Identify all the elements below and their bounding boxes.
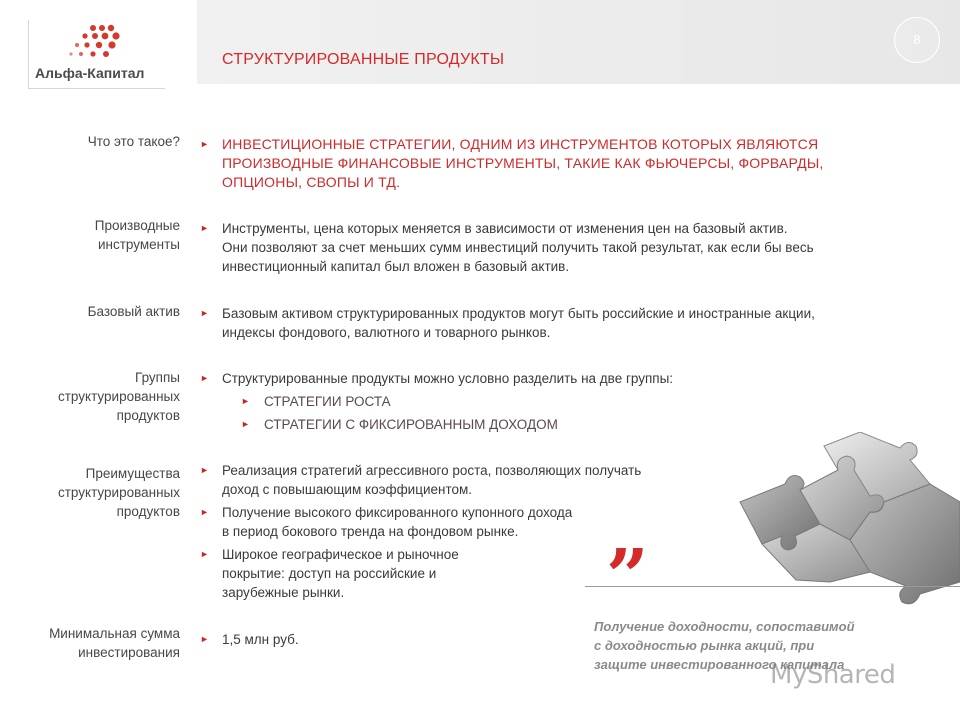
text-line: ОПЦИОНЫ, СВОПЫ И ТД. — [222, 174, 401, 190]
logo-text: Альфа-Капитал — [35, 65, 145, 81]
label-line: инструменты — [97, 237, 180, 252]
advantage-item — [222, 461, 641, 499]
page-title: СТРУКТУРИРОВАННЫЕ ПРОДУКТЫ — [222, 51, 505, 68]
bullet-arrow-icon: ► — [200, 507, 209, 517]
text-line: в период бокового тренда на фондовом рынке. — [222, 524, 519, 539]
group-fixed-income: СТРАТЕГИИ С ФИКСИРОВАННЫМ ДОХОДОМ — [264, 417, 558, 432]
bullet-arrow-icon: ► — [200, 373, 209, 383]
quote-mark-icon: ” — [606, 534, 649, 620]
puzzle-pieces-icon — [700, 432, 960, 612]
label-line: Что это такое? — [87, 134, 180, 149]
text-line: покрытие: доступ на российские и — [222, 566, 437, 581]
label-line: продуктов — [116, 504, 180, 519]
definition-text — [222, 135, 824, 192]
text-line: Получение высокого фиксированного купонного дохода — [222, 505, 573, 520]
bullet-arrow-icon: ► — [200, 549, 209, 559]
base-asset-text — [222, 304, 815, 342]
text-line: зарубежные рынки. — [222, 585, 345, 600]
watermark: MyShared — [770, 660, 896, 690]
quote-line-text: с доходностью рынка акций, при — [594, 638, 815, 653]
company-logo[interactable] — [28, 20, 165, 89]
row-label-min-amount — [10, 624, 180, 662]
sub-bullet-arrow-icon: ► — [241, 396, 250, 406]
text-line: инвестиционный капитал был вложен в базовый актив. — [222, 259, 570, 274]
min-amount-value: 1,5 млн руб. — [222, 632, 299, 647]
label-line: Группы — [135, 370, 180, 385]
row-label-advantages — [10, 464, 180, 521]
page-number: 8 — [894, 17, 940, 63]
label-line: Минимальная сумма — [49, 626, 180, 641]
text-line: Реализация стратегий агрессивного роста, позволяющих получать — [222, 463, 642, 478]
bullet-arrow-icon: ► — [200, 308, 209, 318]
bullet-arrow-icon: ► — [200, 223, 209, 233]
groups-text — [222, 369, 673, 388]
text-line: ПРОИЗВОДНЫЕ ФИНАНСОВЫЕ ИНСТРУМЕНТЫ, ТАКИЕ КАК ФЬЮЧЕРСЫ, ФОРВАРДЫ, — [222, 155, 824, 171]
text-line: Инструменты, цена которых меняется в зависимости от изменения цен на базовый актив. — [222, 221, 788, 236]
text-line: доход с повышающим коэффициентом. — [222, 482, 473, 497]
label-line: Производные — [94, 218, 180, 233]
sub-bullet-arrow-icon: ► — [241, 419, 250, 429]
quote-line-text: защите инвестированного капитала — [594, 657, 845, 672]
bullet-arrow-icon: ► — [200, 465, 209, 475]
text-line: Структурированные продукты можно условно разделить на две группы: — [222, 371, 674, 386]
bullet-arrow-icon: ► — [200, 139, 209, 149]
row-label-derivatives — [10, 216, 180, 254]
derivatives-text — [222, 219, 814, 276]
text-line: индексы фондового, валютного и товарного рынков. — [222, 325, 551, 340]
label-line: Базовый актив — [87, 304, 180, 319]
header-band — [197, 0, 960, 84]
label-line: Преимущества — [85, 466, 180, 481]
group-growth: СТРАТЕГИИ РОСТА — [264, 394, 391, 409]
advantage-item — [222, 545, 459, 602]
logo-dots-icon — [65, 24, 135, 64]
label-line: продуктов — [116, 408, 180, 423]
text-line: Базовым активом структурированных продуктов могут быть российские и иностранные акции, — [222, 306, 815, 321]
row-label-what — [10, 132, 180, 151]
row-label-groups — [10, 368, 180, 425]
text-line: ИНВЕСТИЦИОННЫЕ СТРАТЕГИИ, ОДНИМ ИЗ ИНСТРУМЕНТОВ КОТОРЫХ ЯВЛЯЮТСЯ — [222, 136, 819, 152]
label-line: структурированных — [58, 389, 180, 404]
text-line: Широкое географическое и рыночное — [222, 547, 459, 562]
advantage-item — [222, 503, 572, 541]
text-line: Они позволяют за счет меньших сумм инвестиций получить такой результат, как если бы весь — [222, 240, 814, 255]
quote-line-text: Получение доходности, сопоставимой — [594, 619, 855, 634]
label-line: структурированных — [58, 485, 180, 500]
bullet-arrow-icon: ► — [200, 634, 209, 644]
label-line: инвестирования — [78, 645, 180, 660]
row-label-base-asset — [10, 302, 180, 321]
